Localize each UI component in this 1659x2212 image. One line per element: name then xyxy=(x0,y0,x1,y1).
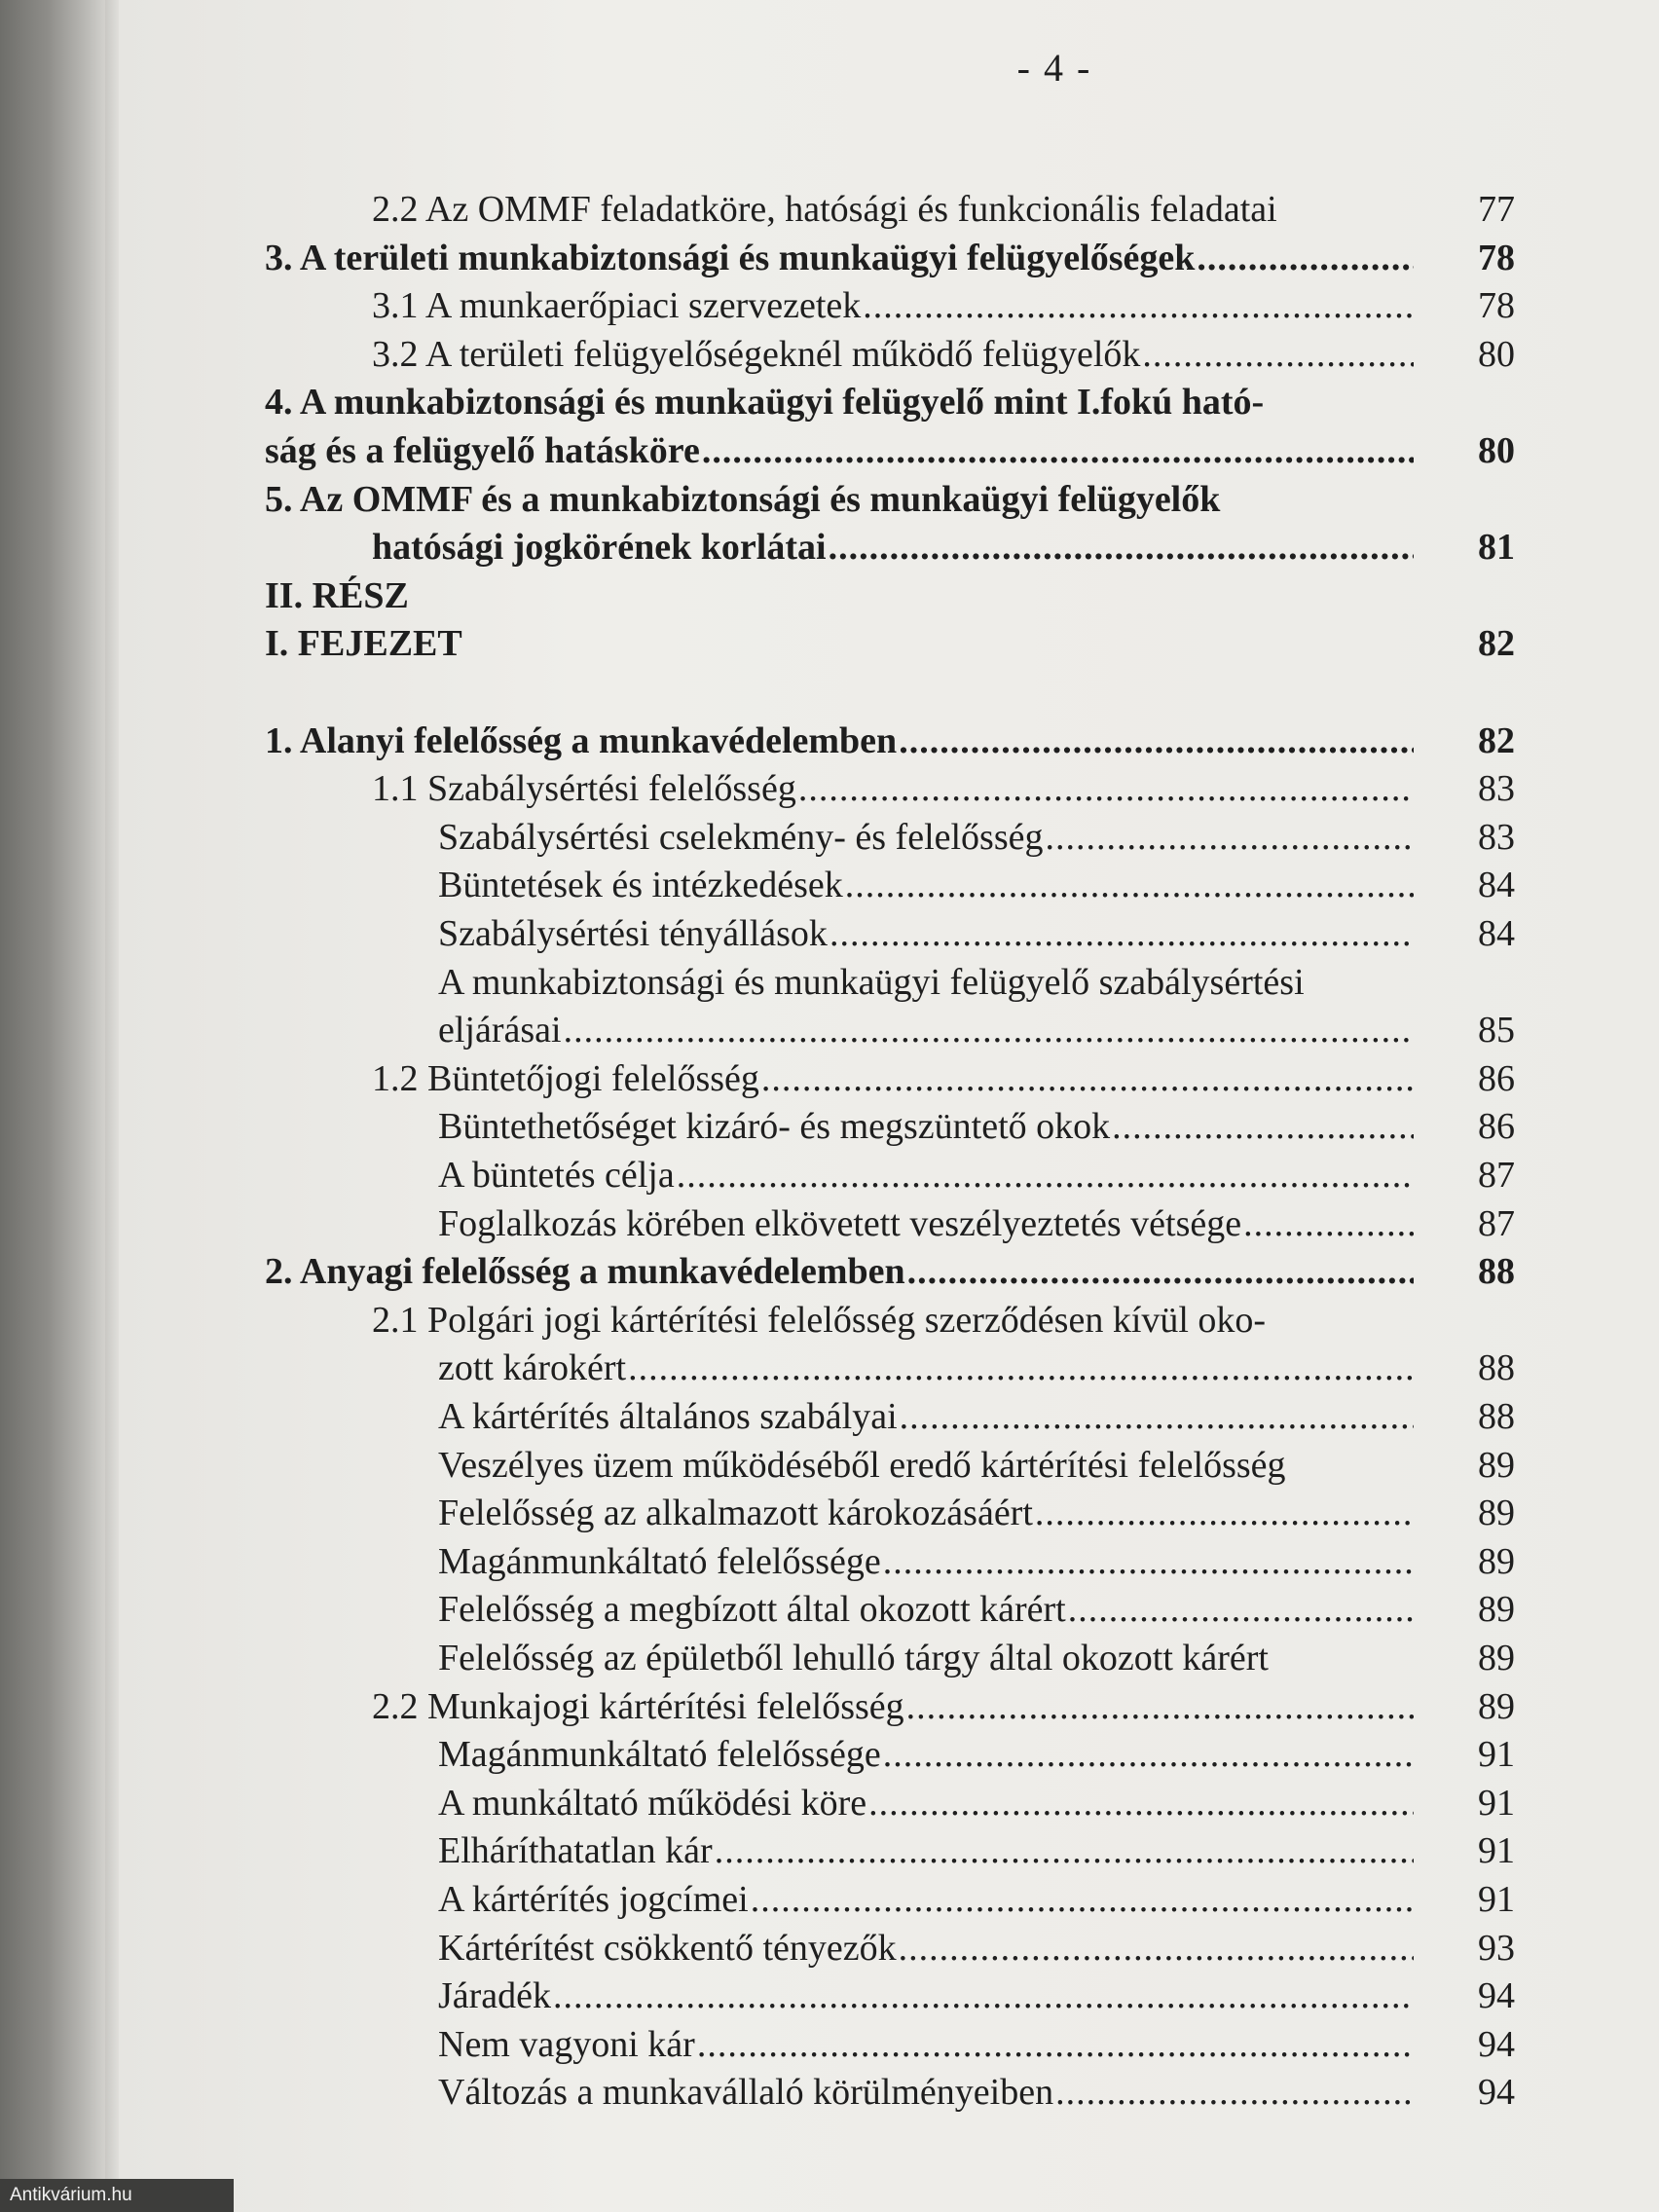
toc-entry xyxy=(372,764,1414,813)
toc-row xyxy=(119,1585,1659,1634)
toc-row xyxy=(119,2068,1659,2117)
dot-leader xyxy=(1142,330,1414,379)
toc-row xyxy=(119,1826,1659,1875)
toc-entry-title: A kártérítés általános szabályai xyxy=(438,1396,898,1437)
toc-entry xyxy=(438,2020,1414,2069)
page-number: - 4 - xyxy=(1016,46,1092,90)
toc-row xyxy=(119,1634,1659,1682)
dot-leader xyxy=(830,909,1414,958)
toc-entry xyxy=(438,1924,1414,1972)
dot-leader xyxy=(553,1972,1414,2020)
toc-entry xyxy=(265,619,1453,668)
toc-page-number: 84 xyxy=(1478,865,1515,906)
toc-row xyxy=(119,1441,1659,1490)
toc-row xyxy=(119,1779,1659,1827)
toc-row xyxy=(119,1344,1659,1392)
toc-page-number: 84 xyxy=(1478,913,1515,954)
toc-entry-title: 3.1 A munkaerőpiaci szervezetek xyxy=(372,285,862,327)
dot-leader xyxy=(564,1006,1414,1054)
toc-entry-title: Magánmunkáltató felelőssége xyxy=(438,1540,881,1582)
toc-row xyxy=(119,1054,1659,1103)
toc-entry xyxy=(438,1634,1453,1682)
toc-entry xyxy=(372,1682,1414,1731)
toc-entry xyxy=(438,1537,1414,1586)
toc-row xyxy=(119,1247,1659,1296)
toc-row xyxy=(119,1296,1659,1345)
toc-entry-title: 2.1 Polgári jogi kártérítési felelősség szerződésen kívül oko- xyxy=(372,1299,1267,1341)
toc-entry xyxy=(438,2068,1414,2117)
toc-entry-title: ság és a felügyelő hatásköre xyxy=(265,430,700,471)
toc-page-number: 89 xyxy=(1478,1444,1515,1486)
toc-entry-title: Büntetések és intézkedések xyxy=(438,865,843,906)
toc-page-number: 94 xyxy=(1478,2023,1515,2065)
toc-entry-title: Nem vagyoni kár xyxy=(438,2023,695,2065)
toc-row xyxy=(119,1730,1659,1779)
toc-entry xyxy=(438,1779,1414,1827)
toc-row xyxy=(119,1537,1659,1586)
toc-page-number: 91 xyxy=(1478,1879,1515,1920)
dot-leader xyxy=(863,281,1414,330)
toc-entry-title: hatósági jogkörének korlátai xyxy=(372,527,827,569)
dot-leader xyxy=(697,2020,1414,2069)
toc-entry xyxy=(265,378,1453,426)
toc-page-number: 89 xyxy=(1478,1685,1515,1727)
dot-leader xyxy=(899,717,1414,765)
toc-row xyxy=(119,475,1659,524)
dot-leader xyxy=(798,764,1414,813)
toc-row xyxy=(119,958,1659,1007)
dot-leader xyxy=(868,1779,1414,1827)
toc-entry xyxy=(438,1585,1414,1634)
toc-page-number: 94 xyxy=(1478,1975,1515,2017)
toc-entry-title: II. RÉSZ xyxy=(265,574,409,616)
toc-page-number: 89 xyxy=(1478,1589,1515,1631)
toc-entry-title: Felelősség az alkalmazott károkozásáért xyxy=(438,1493,1033,1534)
toc-page-number: 81 xyxy=(1478,527,1515,569)
toc-row xyxy=(119,1924,1659,1972)
dot-leader xyxy=(1112,1102,1414,1151)
toc-entry xyxy=(438,813,1414,862)
toc-page-number: 94 xyxy=(1478,2072,1515,2114)
toc-row xyxy=(119,426,1659,475)
toc-page-number: 88 xyxy=(1478,1347,1515,1389)
toc-row xyxy=(119,1972,1659,2020)
toc-entry-title: A büntetés célja xyxy=(438,1155,675,1196)
toc-entry-title: 2. Anyagi felelősség a munkavédelemben xyxy=(265,1251,905,1293)
toc-entry xyxy=(438,861,1414,909)
toc-entry xyxy=(438,1102,1414,1151)
toc-entry xyxy=(265,426,1414,475)
dot-leader xyxy=(751,1875,1414,1924)
toc-entry-title: Kártérítést csökkentő tényezők xyxy=(438,1927,897,1969)
toc-entry-title: Foglalkozás körében elkövetett veszélyeztetés vétsége xyxy=(438,1202,1242,1244)
toc-entry xyxy=(372,281,1414,330)
toc-page-number: 83 xyxy=(1478,768,1515,810)
dot-leader xyxy=(1243,1199,1414,1248)
toc-entry xyxy=(438,1972,1414,2020)
dot-leader xyxy=(906,1682,1414,1731)
toc-row xyxy=(119,234,1659,282)
toc-page-number: 88 xyxy=(1478,1251,1515,1293)
toc-row xyxy=(119,281,1659,330)
toc-entry-title: I. FEJEZET xyxy=(265,623,462,665)
toc-row xyxy=(119,185,1659,234)
toc-row xyxy=(119,909,1659,958)
toc-row xyxy=(119,717,1659,765)
toc-page-number: 86 xyxy=(1478,1106,1515,1148)
toc-page-number: 88 xyxy=(1478,1396,1515,1437)
toc-entry-title: eljárásai xyxy=(438,1010,562,1051)
toc-row xyxy=(119,2020,1659,2069)
toc-row xyxy=(119,523,1659,571)
dot-leader xyxy=(900,1392,1414,1441)
toc-entry-title: 4. A munkabiztonsági és munkaügyi felügyelő mint I.fokú ható- xyxy=(265,382,1265,424)
toc-entry xyxy=(372,1054,1414,1103)
toc-entry xyxy=(372,185,1453,234)
toc-row xyxy=(119,571,1659,620)
toc-entry-title: 1.1 Szabálysértési felelősség xyxy=(372,768,796,810)
toc-entry-title: Elháríthatatlan kár xyxy=(438,1830,713,1872)
toc-page-number: 89 xyxy=(1478,1540,1515,1582)
toc-entry-title: 3.2 A területi felügyelőségeknél működő felügyelők xyxy=(372,333,1141,375)
toc-page-number: 85 xyxy=(1478,1010,1515,1051)
dot-leader xyxy=(1055,2068,1414,2117)
toc-page-number: 77 xyxy=(1478,189,1515,230)
toc-row xyxy=(119,619,1659,668)
toc-entry-title: 2.2 Munkajogi kártérítési felelősség xyxy=(372,1685,904,1727)
toc-entry xyxy=(265,475,1453,524)
toc-entry xyxy=(372,523,1414,571)
toc-row xyxy=(119,1682,1659,1731)
toc-page-number: 93 xyxy=(1478,1927,1515,1969)
toc-entry xyxy=(372,330,1414,379)
toc-entry-title: Szabálysértési tényállások xyxy=(438,913,828,954)
toc-entry xyxy=(438,1875,1414,1924)
toc-entry-title: Felelősség az épületből lehulló tárgy által okozott kárért xyxy=(438,1638,1269,1678)
page-gutter xyxy=(105,0,119,2212)
toc-page-number: 87 xyxy=(1478,1202,1515,1244)
dot-leader xyxy=(1046,813,1415,862)
toc-entry-title: 2.2 Az OMMF feladatköre, hatósági és funkcionális feladatai xyxy=(372,189,1277,230)
dot-leader xyxy=(1197,234,1414,282)
toc-entry xyxy=(438,1826,1414,1875)
toc-row xyxy=(119,764,1659,813)
toc-entry xyxy=(438,909,1414,958)
dot-leader xyxy=(628,1344,1414,1392)
dot-leader xyxy=(761,1054,1414,1103)
toc-entry xyxy=(438,1730,1414,1779)
toc-entry-title: Járadék xyxy=(438,1975,552,2017)
toc-entry xyxy=(438,1006,1414,1054)
toc-page-number: 89 xyxy=(1478,1493,1515,1534)
toc-page-number: 86 xyxy=(1478,1057,1515,1099)
toc-entry-title: A munkabiztonsági és munkaügyi felügyelő szabálysértési xyxy=(438,961,1305,1003)
toc-entry-title: zott károkért xyxy=(438,1347,627,1389)
book-spine-shadow xyxy=(0,0,105,2212)
toc-entry-title: A kártérítés jogcímei xyxy=(438,1879,749,1920)
toc-page-number: 83 xyxy=(1478,816,1515,858)
toc-entry xyxy=(438,1489,1414,1537)
toc-entry-title: 1. Alanyi felelősség a munkavédelemben xyxy=(265,719,898,761)
toc-page-number: 87 xyxy=(1478,1155,1515,1196)
toc-page-number: 80 xyxy=(1478,333,1515,375)
toc-entry-title: 5. Az OMMF és a munkabiztonsági és munkaügyi felügyelők xyxy=(265,478,1221,520)
toc-entry xyxy=(438,1344,1414,1392)
toc-entry-title: 1.2 Büntetőjogi felelősség xyxy=(372,1057,759,1099)
book-page xyxy=(119,0,1659,2212)
toc-entry xyxy=(438,958,1453,1007)
toc-entry xyxy=(372,1296,1453,1345)
dot-leader xyxy=(907,1247,1414,1296)
toc-page-number: 89 xyxy=(1478,1638,1515,1678)
toc-row xyxy=(119,861,1659,909)
toc-page-number: 80 xyxy=(1478,430,1515,471)
toc-row xyxy=(119,1489,1659,1537)
toc-page-number: 78 xyxy=(1478,285,1515,327)
toc-entry-title: Változás a munkavállaló körülményeiben xyxy=(438,2072,1054,2114)
toc-page-number: 91 xyxy=(1478,1782,1515,1824)
toc-row xyxy=(119,1875,1659,1924)
dot-leader xyxy=(715,1826,1414,1875)
toc-entry xyxy=(265,571,1453,620)
toc-row xyxy=(119,1006,1659,1054)
toc-row xyxy=(119,1151,1659,1199)
toc-page-number: 82 xyxy=(1478,623,1515,665)
toc-page-number: 91 xyxy=(1478,1830,1515,1872)
toc-entry xyxy=(438,1441,1453,1490)
toc-entry-title: Felelősség a megbízott által okozott kárért xyxy=(438,1589,1066,1631)
dot-leader xyxy=(677,1151,1414,1199)
toc-row xyxy=(119,1199,1659,1248)
dot-leader xyxy=(883,1730,1414,1779)
toc-entry-title: Magánmunkáltató felelőssége xyxy=(438,1734,881,1776)
toc-row xyxy=(119,378,1659,426)
toc-page-number: 91 xyxy=(1478,1734,1515,1776)
toc-row xyxy=(119,813,1659,862)
toc-row xyxy=(119,330,1659,379)
toc-entry xyxy=(438,1392,1414,1441)
toc-entry-title: Büntethetőséget kizáró- és megszüntető okok xyxy=(438,1106,1111,1148)
toc-row xyxy=(119,668,1659,717)
dot-leader xyxy=(829,523,1414,571)
dot-leader xyxy=(1068,1585,1414,1634)
watermark-label: Antikvárium.hu xyxy=(0,2179,234,2212)
toc-entry-title: 3. A területi munkabiztonsági és munkaügyi felügyelőségek xyxy=(265,237,1196,278)
toc-entry xyxy=(438,1151,1414,1199)
toc-page-number: 82 xyxy=(1478,719,1515,761)
dot-leader xyxy=(883,1537,1414,1586)
toc-entry-title: Szabálysértési cselekmény- és felelősség xyxy=(438,816,1044,858)
toc-row xyxy=(119,1392,1659,1441)
dot-leader xyxy=(1035,1489,1414,1537)
toc-entry-title: Veszélyes üzem működéséből eredő kártérítési felelősség xyxy=(438,1444,1286,1486)
dot-leader xyxy=(899,1924,1414,1972)
dot-leader xyxy=(845,861,1414,909)
toc-entry xyxy=(265,717,1414,765)
toc-entry xyxy=(265,234,1414,282)
toc-row xyxy=(119,1102,1659,1151)
toc-entry xyxy=(438,1199,1414,1248)
toc-entry xyxy=(265,1247,1414,1296)
toc-page-number: 78 xyxy=(1478,237,1515,278)
dot-leader xyxy=(702,426,1414,475)
toc-entry-title: A munkáltató működési köre xyxy=(438,1782,867,1824)
